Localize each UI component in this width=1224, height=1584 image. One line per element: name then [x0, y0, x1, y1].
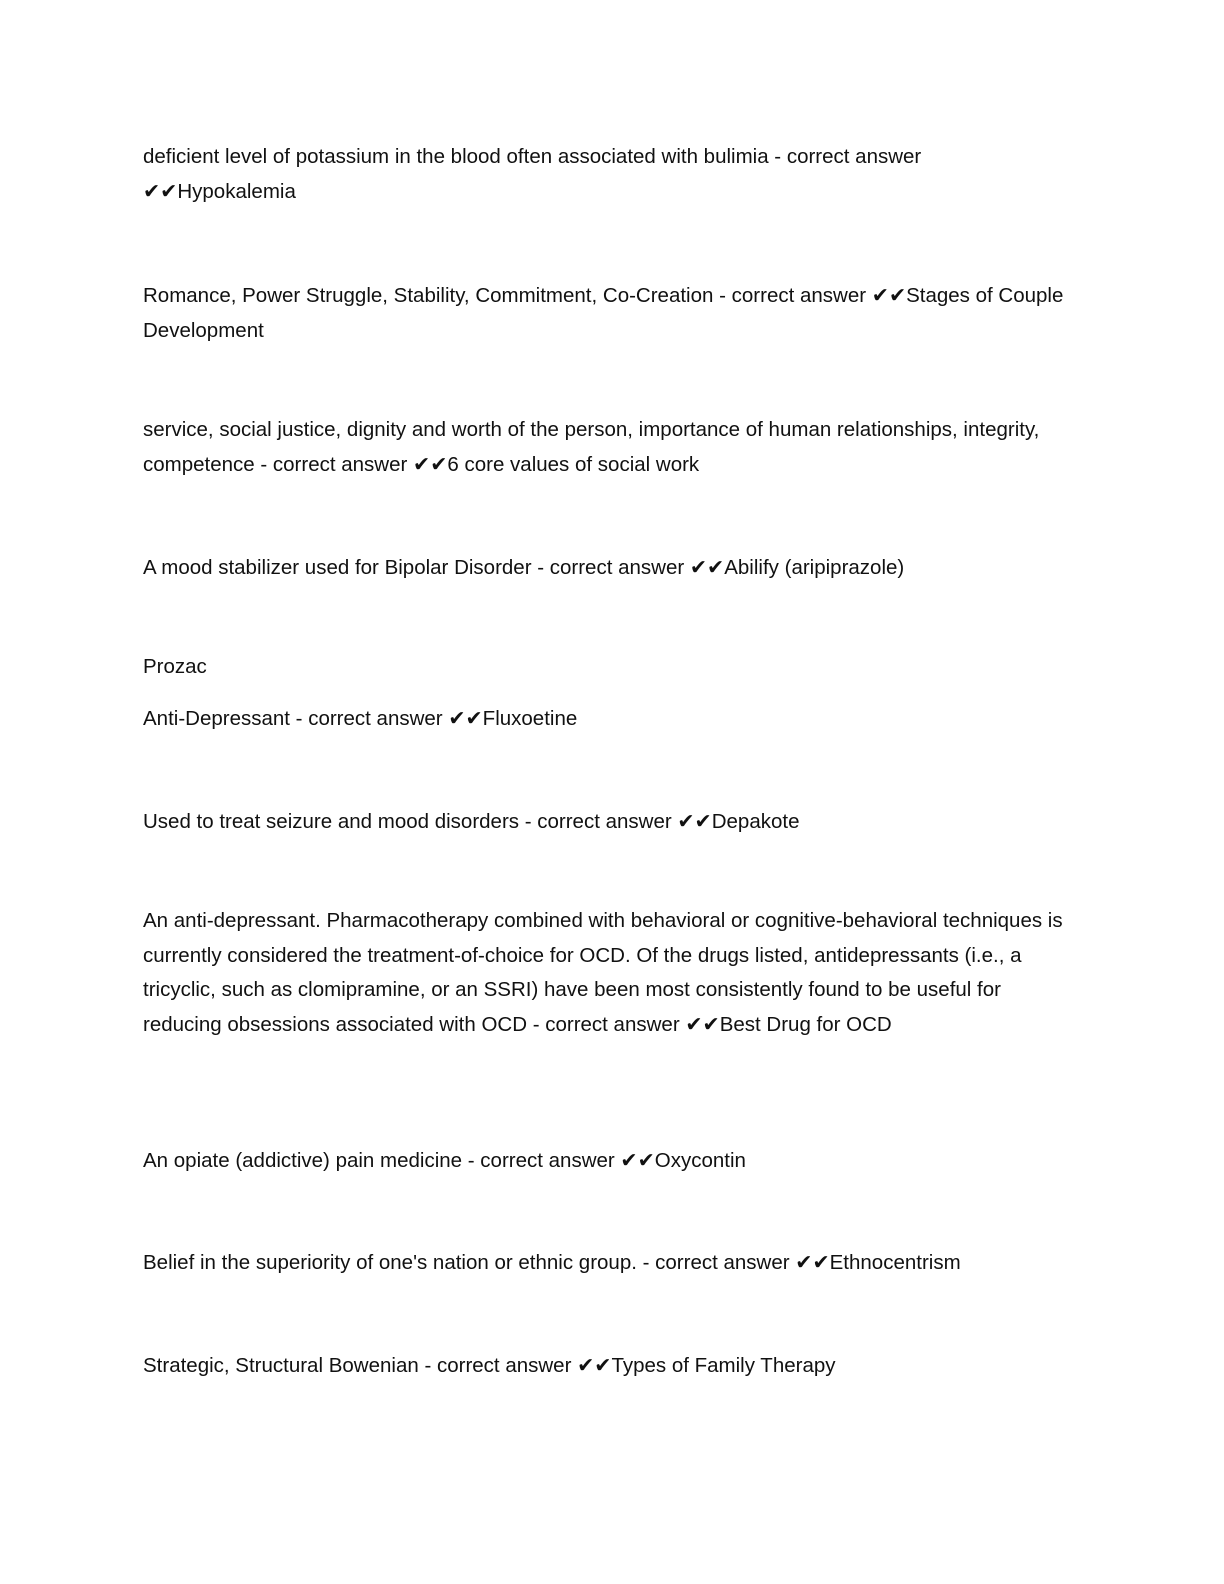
- flashcard-entry: Anti-Depressant - correct answer ✔✔Fluxoetine: [143, 707, 578, 730]
- flashcard-entry: An opiate (addictive) pain medicine - correct answer ✔✔Oxycontin: [143, 1149, 746, 1172]
- flashcard-entry: Belief in the superiority of one's nation or ethnic group. - correct answer ✔✔Ethnocentrism: [143, 1251, 961, 1274]
- flashcard-entry: Prozac: [143, 655, 207, 678]
- flashcard-entry: service, social justice, dignity and worth of the person, importance of human relationships, integrity, competence - correct answer ✔✔6 core values of social work: [143, 418, 1040, 476]
- flashcard-entry: Strategic, Structural Bowenian - correct answer ✔✔Types of Family Therapy: [143, 1354, 836, 1377]
- flashcard-entry: deficient level of potassium in the blood often associated with bulimia - correct answer ✔✔Hypokalemia: [143, 145, 922, 203]
- flashcard-entry: An anti-depressant. Pharmacotherapy combined with behavioral or cognitive-behavioral techniques is currently considered the treatment-of-choice for OCD. Of the drugs listed, antidepressants (i.e., a tricyclic, such as clomipramine, or an SSRI) have been most consistently found to be useful for reducing obsessions associated with OCD - correct answer ✔✔Best Drug for OCD: [143, 909, 1063, 1036]
- flashcard-entry: Used to treat seizure and mood disorders - correct answer ✔✔Depakote: [143, 810, 800, 833]
- flashcard-entry: Romance, Power Struggle, Stability, Commitment, Co-Creation - correct answer ✔✔Stages of Couple Development: [143, 284, 1064, 342]
- flashcard-entry: A mood stabilizer used for Bipolar Disorder - correct answer ✔✔Abilify (aripiprazole): [143, 556, 905, 579]
